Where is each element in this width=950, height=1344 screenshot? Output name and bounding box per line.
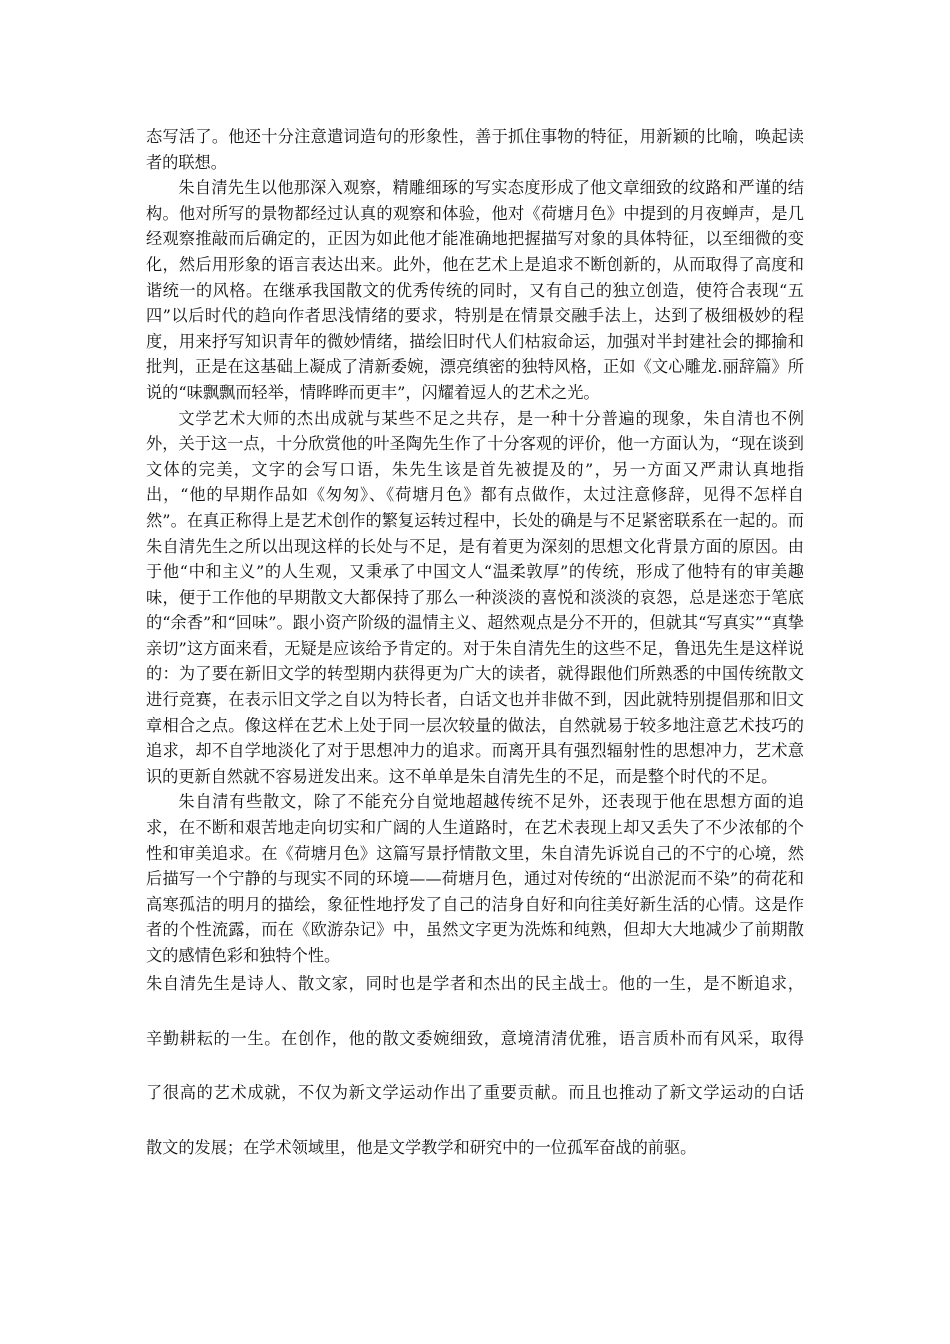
paragraph-continuation: 态写活了。他还十分注意遣词造句的形象性，善于抓住事物的特征，用新颖的比喻，唤起读者的联想。 — [146, 127, 804, 172]
paragraph-writing-style: 朱自清先生以他那深入观察，精雕细琢的写实态度形成了他文章细致的纹路和严谨的结构。他对所写的景物都经过认真的观察和体验，他对《荷塘月色》中提到的月夜蝉声，是几经观察推敲而后确定的，正因为如此他才能准确地把握描写对象的具体特征，以至细微的变化，然后用形象的语言表达出来。此外，他在艺术上是追求不断创新的，从而取得了高度和谐统一的风格。在继承我国散文的优秀传统的同时，又有自己的独立创造，使符合表现“五四”以后时代的趋向作者思浅情绪的要求，特别是在情景交融手法上，达到了极细极妙的程度，用来抒写知识青年的微妙情绪，描绘旧时代人们枯寂命运，加强对半封建社会的揶揄和批判，正是在这基础上凝成了清新委婉，漂亮缜密的独特风格，正如《文心雕龙.丽辞篇》所说的“味飘飘而轻举，情晔晔而更丰”，闪耀着逗人的艺术之光。 — [146, 178, 804, 402]
closing-line: 了很高的艺术成就，不仅为新文学运动作出了重要贡献。而且也推动了新文学运动的白话 — [146, 1083, 804, 1103]
closing-line: 辛勤耕耘的一生。在创作，他的散文委婉细致，意境清清优雅，语言质朴而有风采，取得 — [146, 1028, 804, 1048]
closing-line: 朱自清先生是诗人、散文家，同时也是学者和杰出的民主战士。他的一生，是不断追求， — [146, 974, 804, 993]
paragraph-strengths-weaknesses: 文学艺术大师的杰出成就与某些不足之共存，是一种十分普遍的现象，朱自清也不例外，关于这一点，十分欣赏他的叶圣陶先生作了十分客观的评价，他一方面认为，“现在谈到文体的完美，文字的会写口语，朱先生该是首先被提及的”，另一方面又严肃认真地指出，“他的早期作品如《匆匆》、《荷塘月色》都有点做作，太过注意修辞，见得不怎样自然”。在真正称得上是艺术创作的繁复运转过程中，长处的确是与不足紧密联系在一起的。而朱自清先生之所以出现这样的长处与不足，是有着更为深刻的思想文化背景方面的原因。由于他“中和主义”的人生观，又秉承了中国文人“温柔敦厚”的传统，形成了他特有的审美趣味，便于工作他的早期散文大都保持了那么一种淡淡的喜悦和淡淡的哀怨，总是迷恋于笔底的“余香”和“回味”。跟小资产阶级的温情主义、超然观点是分不开的，但就其“写真实”“真挚亲切”这方面来看，无疑是应该给予肯定的。对于朱自清先生的这些不足，鲁迅先生是这样说的：为了要在新旧文学的转型期内获得更为广大的读者，就得跟他们所熟悉的中国传统散文进行竞赛，在表示旧文学之自以为特长者，白话文也并非做不到，因此就特别提倡那和旧文章相合之点。像这样在艺术上处于同一层次较量的做法，自然就易于较多地注意艺术技巧的追求，却不自学地淡化了对于思想冲力的追求。而离开具有强烈辐射性的思想冲力，艺术意识的更新自然就不容易迸发出来。这不单单是朱自清先生的不足，而是整个时代的不足。 — [146, 408, 804, 786]
paragraph-later-essays: 朱自清有些散文，除了不能充分自觉地超越传统不足外，还表现于他在思想方面的追求，在不断和艰苦地走向切实和广阔的人生道路时，在艺术表现上却又丢失了不少浓郁的个性和审美追求。在《荷塘月色》这篇写景抒情散文里，朱自清先诉说自己的不宁的心境，然后描写一个宁静的与现实不同的环境——荷塘月色，通过对传统的“出淤泥而不染”的荷花和高寒孤洁的明月的描绘，象征性地抒发了自己的洁身自好和向往美好新生活的心情。这是作者的个性流露，而在《欧游杂记》中，虽然文字更为洗炼和纯熟，但却大大地减少了前期散文的感情色彩和独特个性。 — [146, 792, 804, 965]
body-text — [146, 124, 804, 969]
closing-paragraph — [146, 971, 804, 1160]
closing-line: 散文的发展；在学术领域里，他是文学教学和研究中的一位孤军奋战的前驱。 — [146, 1137, 697, 1157]
